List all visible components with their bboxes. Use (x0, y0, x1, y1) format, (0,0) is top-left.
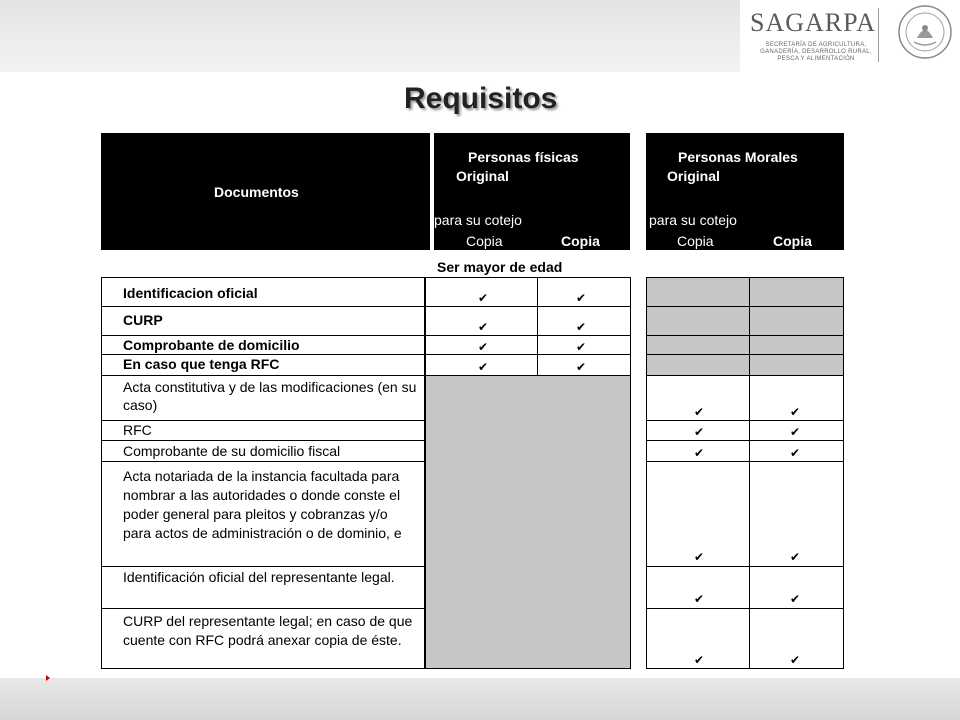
row-label: CURP (123, 312, 163, 328)
morales-copia-cell (749, 608, 844, 669)
morales-copia-cell (749, 375, 844, 421)
fisicas-original-cell (425, 306, 538, 336)
morales-original-cell (646, 608, 750, 669)
table-row (101, 306, 425, 336)
row-label: Comprobante de domicilio (123, 337, 300, 353)
morales-na-cell (646, 335, 750, 355)
fisicas-original-cell (425, 335, 538, 355)
table-row (101, 354, 425, 376)
header-fisicas-copia-col: Copia (561, 233, 600, 249)
section-label: Ser mayor de edad (437, 259, 563, 275)
check-icon: ✔ (790, 425, 801, 439)
check-icon: ✔ (694, 405, 705, 419)
header-morales-original: Original (667, 168, 720, 184)
table-row (101, 461, 425, 567)
fisicas-copia-cell (537, 354, 631, 376)
check-icon: ✔ (576, 340, 587, 354)
morales-original-cell (646, 375, 750, 421)
table-row (101, 277, 425, 307)
header-morales-copia-col: Copia (773, 233, 812, 249)
check-icon: ✔ (478, 320, 489, 334)
fisicas-original-cell (425, 277, 538, 307)
bottom-banner (0, 678, 960, 720)
morales-copia-cell (749, 440, 844, 462)
check-icon: ✔ (694, 425, 705, 439)
row-label: CURP del representante legal; en caso de que cuente con RFC podrá anexar copia de éste. (123, 613, 413, 648)
table-row (101, 608, 425, 669)
check-icon: ✔ (478, 340, 489, 354)
sagarpa-logo-text: SAGARPA (750, 8, 876, 37)
fisicas-original-cell (425, 354, 538, 376)
morales-original-cell (646, 566, 750, 609)
fisicas-copia-cell (537, 306, 631, 336)
table-row (101, 440, 425, 462)
check-icon: ✔ (478, 360, 489, 374)
table-row (101, 375, 425, 421)
check-icon: ✔ (694, 446, 705, 460)
header-fisicas-original: Original (456, 168, 509, 184)
row-label: En caso que tenga RFC (123, 356, 280, 372)
check-icon: ✔ (576, 320, 587, 334)
row-label: RFC (123, 422, 152, 438)
fisicas-copia-cell (537, 335, 631, 355)
morales-na-cell (749, 354, 844, 376)
header-fisicas-copia: Copia (466, 233, 503, 249)
row-label: Identificación oficial del representante legal. (123, 569, 395, 585)
top-banner (0, 0, 740, 72)
morales-na-cell (749, 306, 844, 336)
header-fisicas: Personas físicas (468, 149, 579, 165)
check-icon: ✔ (790, 405, 801, 419)
table-row (101, 566, 425, 609)
sagarpa-logo-subtitle: SECRETARÍA DE AGRICULTURA, GANADERÍA, DESARROLLO RURAL, PESCA Y ALIMENTACIÓN (760, 42, 872, 62)
header-morales-copia: Copia (677, 233, 714, 249)
table-row (101, 420, 425, 441)
national-seal-icon (897, 4, 953, 60)
morales-original-cell (646, 420, 750, 441)
check-icon: ✔ (478, 291, 489, 305)
check-icon: ✔ (694, 592, 705, 606)
check-icon: ✔ (790, 592, 801, 606)
check-icon: ✔ (790, 550, 801, 564)
morales-copia-cell (749, 566, 844, 609)
header-documentos: Documentos (214, 184, 299, 200)
page-title: Requisitos (404, 82, 558, 115)
header-morales-cotejo: para su cotejo (649, 212, 737, 228)
check-icon: ✔ (694, 550, 705, 564)
morales-na-cell (646, 354, 750, 376)
morales-original-cell (646, 461, 750, 567)
row-label: Acta constitutiva y de las modificaciones (en su caso) (123, 379, 417, 413)
row-label: Identificacion oficial (123, 285, 258, 301)
check-icon: ✔ (576, 291, 587, 305)
check-icon: ✔ (694, 653, 705, 667)
logo-divider (878, 8, 879, 62)
header-fisicas-cotejo: para su cotejo (434, 212, 522, 228)
red-marker-icon (46, 675, 50, 681)
fisicas-na-block (425, 375, 631, 669)
row-label: Comprobante de su domicilio fiscal (123, 443, 341, 459)
morales-copia-cell (749, 420, 844, 441)
morales-na-cell (749, 277, 844, 307)
row-label: Acta notariada de la instancia facultada para nombrar a las autoridades o donde conste el poder general para pleitos y cobranzas y/o para actos de administración o de dominio, e (123, 468, 402, 541)
morales-na-cell (749, 335, 844, 355)
fisicas-copia-cell (537, 277, 631, 307)
morales-original-cell (646, 440, 750, 462)
morales-copia-cell (749, 461, 844, 567)
check-icon: ✔ (790, 446, 801, 460)
check-icon: ✔ (790, 653, 801, 667)
table-row (101, 335, 425, 355)
morales-na-cell (646, 277, 750, 307)
morales-na-cell (646, 306, 750, 336)
header-morales: Personas Morales (678, 149, 798, 165)
check-icon: ✔ (576, 360, 587, 374)
